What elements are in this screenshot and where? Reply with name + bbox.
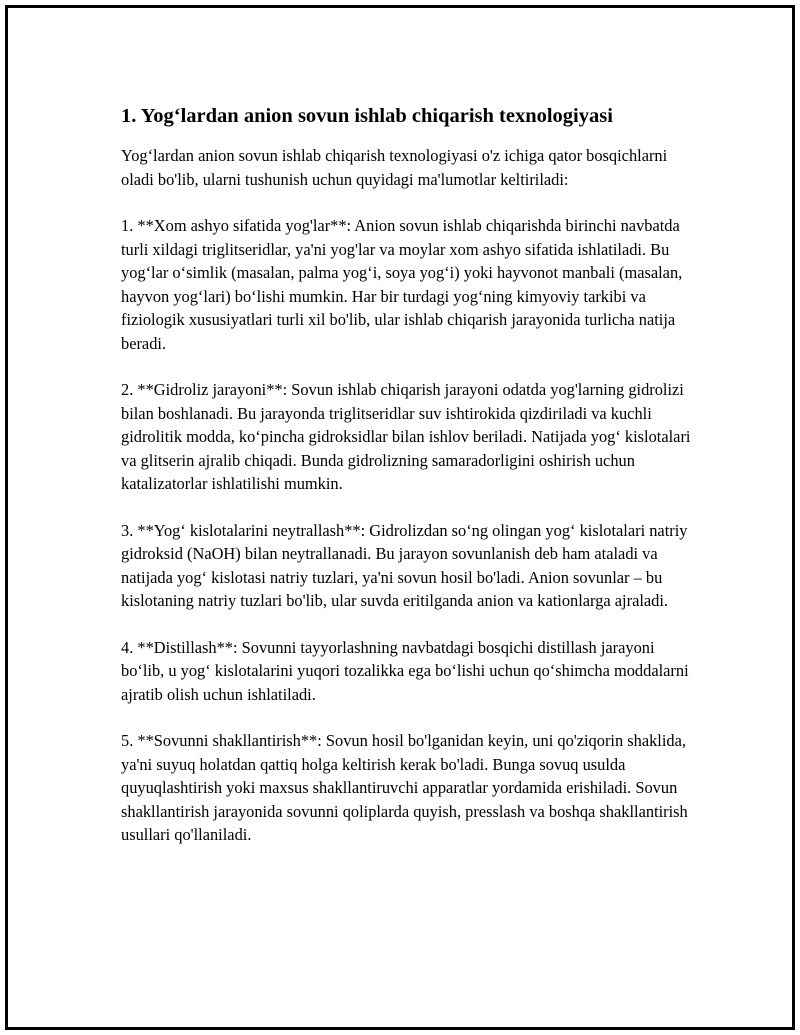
document-title: 1. Yog‘lardan anion sovun ishlab chiqarish texnologiyasi [121,105,613,127]
section-hydrolysis: 2. **Gidroliz jarayoni**: Sovun ishlab chiqarish jarayoni odatda yog'larning gidrolizi bilan boshlanadi. Bu jarayonda triglitseridlar suv ishtirokida qizdiriladi va kuchli gidrolitik modda, ko‘pincha gidroksidlar bilan ishlov beriladi. Natijada yog‘ kislotalari va glitserin ajralib chiqadi. Bunda gidrolizning samaradorligini oshirish uchun katalizatorlar ishlatilishi mumkin. [121,380,691,493]
document-body [121,104,701,870]
section-distillation: 4. **Distillash**: Sovunni tayyorlashning navbatdagi bosqichi distillash jarayoni bo‘lib, u yog‘ kislotalarini yuqori tozalikka ega bo‘lishi uchun qo‘shimcha moddalarni ajratib olish uchun ishlatiladi. [121,637,689,704]
section-raw-materials: 1. **Xom ashyo sifatida yog'lar**: Anion sovun ishlab chiqarishda birinchi navbatda turli xildagi triglitseridlar, ya'ni yog'lar va moylar xom ashyo sifatida ishlatiladi. Bu yog‘lar o‘simlik (masalan, palma yog‘i, soya yog‘i) yoki hayvonot manbali (masalan, hayvon yog‘lari) bo‘lishi mumkin. Har bir turdagi yog‘ning kimyoviy tarkibi va fiziologik xususiyatlari turli xil bo'lib, ular ishlab chiqarish jarayonida turlicha natija beradi. [121,216,683,353]
section-neutralization: 3. **Yog‘ kislotalarini neytrallash**: Gidrolizdan so‘ng olingan yog‘ kislotalari natriy gidroksid (NaOH) bilan neytrallanadi. Bu jarayon sovunlanish deb ham ataladi va natijada yog‘ kislotasi natriy tuzlari, ya'ni sovun hosil bo'ladi. Anion sovunlar – bu kislotaning natriy tuzlari bo'lib, ular suvda eritilganda anion va kationlarga ajraladi. [121,520,688,610]
intro-paragraph: Yog‘lardan anion sovun ishlab chiqarish texnologiyasi o'z ichiga qator bosqichlarni oladi bo'lib, ularni tushunish uchun quyidagi ma'lumotlar keltiriladi: [121,146,668,189]
section-shaping: 5. **Sovunni shakllantirish**: Sovun hosil bo'lganidan keyin, uni qo'ziqorin shaklida, ya'ni suyuq holatdan qattiq holga keltirish kerak bo'ladi. Bunga sovuq usulda quyuqlashtirish yoki maxsus shakllantiruvchi apparatlar yordamida erishiladi. Sovun shakllantirish jarayonida sovunni qoliplarda quyish, presslash va boshqa shakllantirish usullari qo'llaniladi. [121,731,688,844]
page-frame [5,5,795,1030]
